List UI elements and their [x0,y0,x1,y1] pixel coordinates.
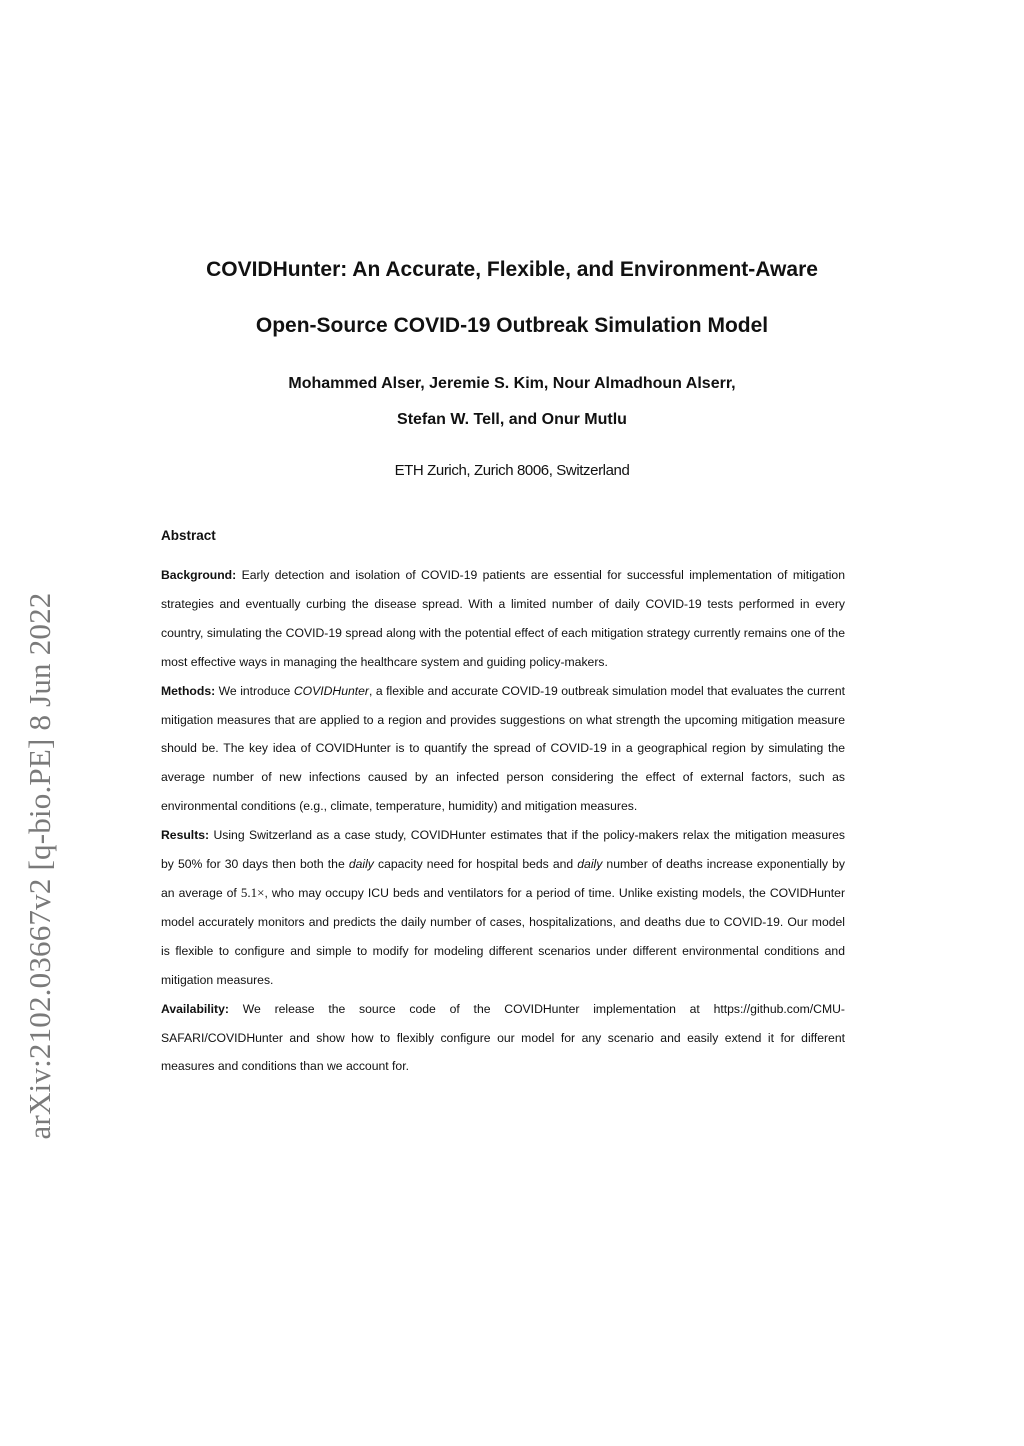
methods-text-after: , a flexible and accurate COVID-19 outbreak simulation model that evaluates the current mitigation measures that are applied to a region and provides suggestions on what strength the upcoming mitigation measure should be. The key idea of COVIDHunter is to quantify the spread of COVID-19 in a geographical region by simulating the average number of new infections caused by an infected person considering the effect of external factors, such as environmental conditions (e.g., climate, temperature, humidity) and mitigation measures. [161,683,846,814]
results-italic-daily-1: daily [348,857,374,872]
author-list-line-1: Mohammed Alser, Jeremie S. Kim, Nour Almadhoun Alserr, [288,375,736,392]
abstract-body [161,561,845,1081]
abstract-availability-paragraph [161,995,845,1082]
availability-label: Availability: [161,1001,229,1016]
paper-title-line-2: Open-Source COVID-19 Outbreak Simulation Model [255,314,769,337]
methods-text-before: We introduce [215,683,294,698]
methods-model-name: COVIDHunter [293,683,369,698]
abstract-results-paragraph [161,821,845,994]
arxiv-identifier: arXiv:2102.03667v2 [q-bio.PE] 8 Jun 2022 [22,592,57,1140]
results-text-3: number of deaths increase exponentially by an average of [161,857,845,900]
results-text-1: Using Switzerland as a case study, COVIDHunter estimates that if the policy-makers relax the mitigation measures by 50% for 30 days then both the [161,828,845,872]
results-label: Results: [161,828,210,843]
abstract-heading: Abstract [161,528,216,543]
results-multiplier: 5.1× [240,884,265,900]
author-affiliation: ETH Zurich, Zurich 8006, Switzerland [394,462,630,479]
abstract-methods-paragraph [161,677,845,822]
background-text: Early detection and isolation of COVID-19 patients are essential for successful implementation of mitigation strategies and eventually curbing the disease spread. With a limited number of daily COVID-19 tests performed in every country, simulating the COVID-19 spread along with the potential effect of each mitigation strategy currently remains one of the most effective ways in managing the healthcare system and guiding policy-makers. [161,568,845,669]
results-italic-daily-2: daily [577,857,603,872]
availability-text: We release the source code of the COVIDHunter implementation at https://github.com/CMU-SAFARI/COVIDHunter and show how to flexibly configure our model for any scenario and easily extend it for different measures and conditions than we account for. [161,1001,845,1074]
paper-title-line-1: COVIDHunter: An Accurate, Flexible, and Environment-Aware [206,258,818,281]
results-text-2: capacity need for hospital beds and [373,857,578,872]
results-text-4: , who may occupy ICU beds and ventilators for a period of time. Unlike existing models, the COVIDHunter model accurately monitors and predicts the daily number of cases, hospitalizations, and deaths due to COVID-19. Our model is flexible to configure and simple to modify for modeling different scenarios under different environmental conditions and mitigation measures. [161,885,845,987]
abstract-background-paragraph [161,561,845,677]
author-list-line-2: Stefan W. Tell, and Onur Mutlu [397,411,627,428]
methods-label: Methods: [161,683,216,698]
background-label: Background: [161,568,237,582]
